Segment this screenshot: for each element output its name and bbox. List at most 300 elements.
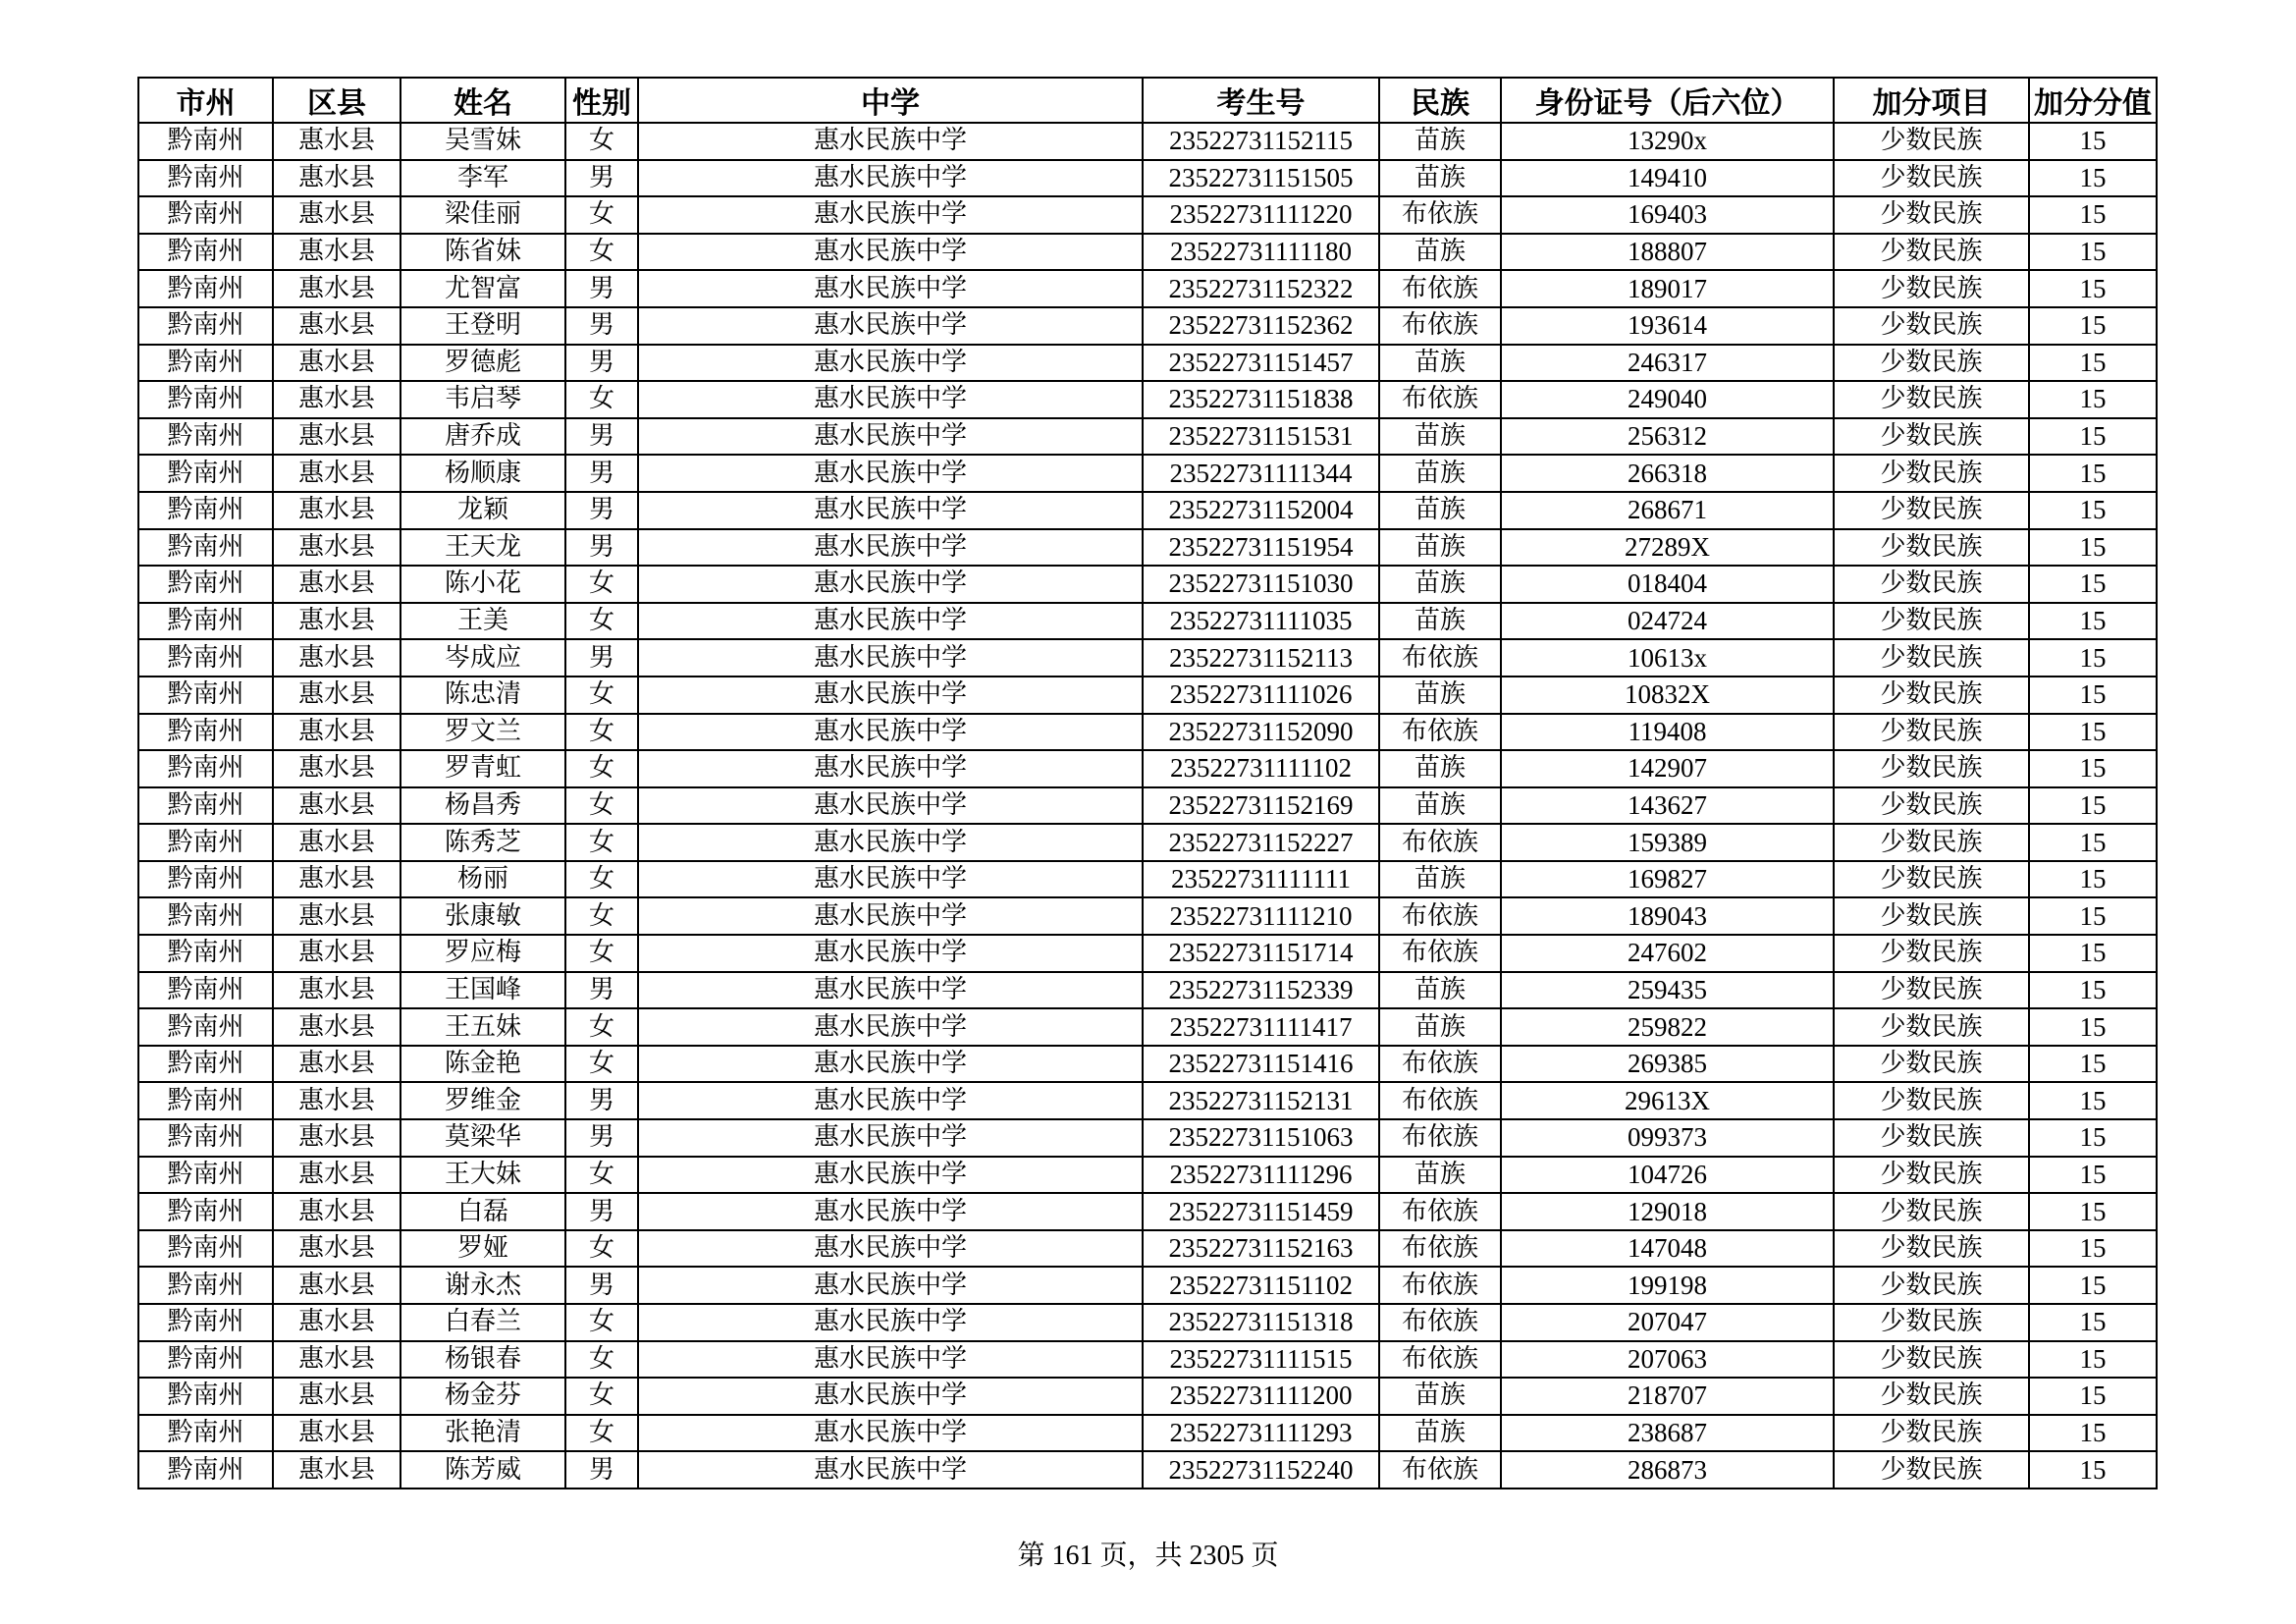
cell-bonus-value: 15: [2029, 418, 2157, 456]
cell-gender: 男: [565, 345, 638, 382]
cell-county: 惠水县: [273, 196, 400, 234]
cell-ethnicity: 苗族: [1379, 972, 1501, 1009]
cell-name: 杨顺康: [400, 455, 565, 492]
table-row: [138, 787, 2157, 825]
cell-school: 惠水民族中学: [638, 639, 1143, 677]
cell-city: 黔南州: [138, 972, 273, 1009]
cell-id-last-six: 149410: [1501, 160, 1834, 197]
cell-bonus-value: 15: [2029, 1378, 2157, 1415]
cell-city: 黔南州: [138, 123, 273, 160]
cell-bonus-value: 15: [2029, 1193, 2157, 1230]
cell-school: 惠水民族中学: [638, 345, 1143, 382]
cell-ethnicity: 苗族: [1379, 1415, 1501, 1452]
cell-county: 惠水县: [273, 1119, 400, 1157]
cell-bonus-item: 少数民族: [1834, 455, 2029, 492]
cell-bonus-item: 少数民族: [1834, 345, 2029, 382]
cell-county: 惠水县: [273, 972, 400, 1009]
cell-city: 黔南州: [138, 1119, 273, 1157]
table-row: [138, 824, 2157, 861]
table-row: [138, 270, 2157, 307]
cell-bonus-item: 少数民族: [1834, 1082, 2029, 1119]
table-row: [138, 1451, 2157, 1489]
cell-bonus-value: 15: [2029, 1008, 2157, 1046]
cell-bonus-item: 少数民族: [1834, 270, 2029, 307]
cell-exam-number: 23522731151102: [1143, 1267, 1379, 1304]
cell-gender: 男: [565, 455, 638, 492]
cell-id-last-six: 259822: [1501, 1008, 1834, 1046]
cell-ethnicity: 布依族: [1379, 639, 1501, 677]
cell-exam-number: 23522731111344: [1143, 455, 1379, 492]
cell-bonus-value: 15: [2029, 1304, 2157, 1341]
cell-ethnicity: 苗族: [1379, 603, 1501, 640]
cell-gender: 女: [565, 935, 638, 972]
table-row: [138, 897, 2157, 935]
cell-bonus-value: 15: [2029, 714, 2157, 751]
cell-exam-number: 23522731151030: [1143, 566, 1379, 603]
table-row: [138, 566, 2157, 603]
cell-city: 黔南州: [138, 824, 273, 861]
cell-id-last-six: 169403: [1501, 196, 1834, 234]
cell-county: 惠水县: [273, 1378, 400, 1415]
table-row: [138, 1341, 2157, 1379]
cell-gender: 女: [565, 1230, 638, 1268]
cell-school: 惠水民族中学: [638, 1157, 1143, 1194]
cell-city: 黔南州: [138, 677, 273, 714]
cell-name: 李军: [400, 160, 565, 197]
cell-gender: 男: [565, 1119, 638, 1157]
cell-ethnicity: 苗族: [1379, 787, 1501, 825]
cell-exam-number: 23522731152090: [1143, 714, 1379, 751]
cell-city: 黔南州: [138, 935, 273, 972]
cell-school: 惠水民族中学: [638, 603, 1143, 640]
table-row: [138, 1378, 2157, 1415]
cell-name: 张康敏: [400, 897, 565, 935]
cell-id-last-six: 259435: [1501, 972, 1834, 1009]
cell-county: 惠水县: [273, 455, 400, 492]
cell-bonus-value: 15: [2029, 381, 2157, 418]
cell-school: 惠水民族中学: [638, 1082, 1143, 1119]
cell-gender: 女: [565, 1304, 638, 1341]
cell-gender: 女: [565, 1008, 638, 1046]
cell-ethnicity: 苗族: [1379, 123, 1501, 160]
cell-ethnicity: 布依族: [1379, 1046, 1501, 1083]
cell-county: 惠水县: [273, 639, 400, 677]
header-id-last-six: 身份证号（后六位）: [1501, 78, 1834, 123]
header-bonus-value: 加分分值: [2029, 78, 2157, 123]
cell-county: 惠水县: [273, 160, 400, 197]
cell-school: 惠水民族中学: [638, 1119, 1143, 1157]
cell-id-last-six: 247602: [1501, 935, 1834, 972]
cell-id-last-six: 169827: [1501, 861, 1834, 898]
table-row: [138, 345, 2157, 382]
cell-bonus-item: 少数民族: [1834, 1341, 2029, 1379]
cell-school: 惠水民族中学: [638, 972, 1143, 1009]
cell-name: 罗青虹: [400, 750, 565, 787]
header-name: 姓名: [400, 78, 565, 123]
cell-ethnicity: 布依族: [1379, 1119, 1501, 1157]
cell-id-last-six: 143627: [1501, 787, 1834, 825]
cell-school: 惠水民族中学: [638, 566, 1143, 603]
cell-school: 惠水民族中学: [638, 1193, 1143, 1230]
table-row: [138, 234, 2157, 271]
cell-county: 惠水县: [273, 1157, 400, 1194]
cell-bonus-item: 少数民族: [1834, 1046, 2029, 1083]
cell-city: 黔南州: [138, 1304, 273, 1341]
cell-bonus-value: 15: [2029, 603, 2157, 640]
table-row: [138, 972, 2157, 1009]
cell-exam-number: 23522731151063: [1143, 1119, 1379, 1157]
cell-ethnicity: 布依族: [1379, 1341, 1501, 1379]
cell-city: 黔南州: [138, 1082, 273, 1119]
cell-city: 黔南州: [138, 1415, 273, 1452]
table-row: [138, 1157, 2157, 1194]
cell-bonus-value: 15: [2029, 123, 2157, 160]
cell-bonus-item: 少数民族: [1834, 307, 2029, 345]
table-row: [138, 418, 2157, 456]
cell-gender: 男: [565, 1267, 638, 1304]
cell-city: 黔南州: [138, 750, 273, 787]
cell-ethnicity: 布依族: [1379, 307, 1501, 345]
cell-exam-number: 23522731111026: [1143, 677, 1379, 714]
cell-gender: 女: [565, 897, 638, 935]
cell-ethnicity: 苗族: [1379, 529, 1501, 567]
table-row: [138, 123, 2157, 160]
cell-school: 惠水民族中学: [638, 935, 1143, 972]
header-bonus-item: 加分项目: [1834, 78, 2029, 123]
cell-bonus-item: 少数民族: [1834, 897, 2029, 935]
cell-bonus-value: 15: [2029, 345, 2157, 382]
cell-city: 黔南州: [138, 639, 273, 677]
table-body: [138, 123, 2157, 1489]
cell-ethnicity: 布依族: [1379, 270, 1501, 307]
cell-exam-number: 23522731151416: [1143, 1046, 1379, 1083]
table-row: [138, 381, 2157, 418]
bonus-points-table-container: [137, 77, 2156, 1489]
cell-city: 黔南州: [138, 455, 273, 492]
cell-school: 惠水民族中学: [638, 381, 1143, 418]
cell-ethnicity: 苗族: [1379, 1157, 1501, 1194]
cell-bonus-item: 少数民族: [1834, 1267, 2029, 1304]
cell-city: 黔南州: [138, 787, 273, 825]
header-city: 市州: [138, 78, 273, 123]
cell-exam-number: 23522731151954: [1143, 529, 1379, 567]
cell-city: 黔南州: [138, 160, 273, 197]
cell-school: 惠水民族中学: [638, 1341, 1143, 1379]
table-row: [138, 750, 2157, 787]
cell-county: 惠水县: [273, 234, 400, 271]
page-number-text: 第 161 页，共 2305 页: [1017, 1541, 1279, 1571]
cell-city: 黔南州: [138, 1193, 273, 1230]
cell-exam-number: 23522731111296: [1143, 1157, 1379, 1194]
cell-school: 惠水民族中学: [638, 1378, 1143, 1415]
header-ethnicity: 民族: [1379, 78, 1501, 123]
header-county: 区县: [273, 78, 400, 123]
table-row: [138, 935, 2157, 972]
cell-id-last-six: 27289X: [1501, 529, 1834, 567]
cell-bonus-value: 15: [2029, 1267, 2157, 1304]
table-row: [138, 492, 2157, 529]
cell-id-last-six: 159389: [1501, 824, 1834, 861]
cell-bonus-item: 少数民族: [1834, 1119, 2029, 1157]
table-row: [138, 196, 2157, 234]
cell-city: 黔南州: [138, 196, 273, 234]
table-row: [138, 1304, 2157, 1341]
cell-ethnicity: 苗族: [1379, 750, 1501, 787]
cell-bonus-value: 15: [2029, 861, 2157, 898]
cell-gender: 女: [565, 1415, 638, 1452]
cell-bonus-item: 少数民族: [1834, 123, 2029, 160]
cell-exam-number: 23522731111180: [1143, 234, 1379, 271]
cell-id-last-six: 189043: [1501, 897, 1834, 935]
header-gender: 性别: [565, 78, 638, 123]
cell-name: 罗文兰: [400, 714, 565, 751]
cell-city: 黔南州: [138, 529, 273, 567]
table-row: [138, 1046, 2157, 1083]
cell-county: 惠水县: [273, 935, 400, 972]
cell-city: 黔南州: [138, 418, 273, 456]
cell-county: 惠水县: [273, 1082, 400, 1119]
cell-city: 黔南州: [138, 492, 273, 529]
cell-county: 惠水县: [273, 824, 400, 861]
cell-bonus-value: 15: [2029, 455, 2157, 492]
cell-name: 龙颖: [400, 492, 565, 529]
cell-bonus-item: 少数民族: [1834, 1230, 2029, 1268]
cell-bonus-value: 15: [2029, 1451, 2157, 1489]
cell-county: 惠水县: [273, 603, 400, 640]
bonus-points-table: [137, 77, 2158, 1489]
cell-bonus-item: 少数民族: [1834, 1008, 2029, 1046]
cell-ethnicity: 布依族: [1379, 1451, 1501, 1489]
table-row: [138, 714, 2157, 751]
cell-exam-number: 23522731151505: [1143, 160, 1379, 197]
cell-county: 惠水县: [273, 861, 400, 898]
cell-exam-number: 23522731152339: [1143, 972, 1379, 1009]
cell-county: 惠水县: [273, 529, 400, 567]
table-row: [138, 1193, 2157, 1230]
cell-school: 惠水民族中学: [638, 529, 1143, 567]
cell-exam-number: 23522731151838: [1143, 381, 1379, 418]
cell-exam-number: 23522731151459: [1143, 1193, 1379, 1230]
cell-gender: 男: [565, 1193, 638, 1230]
cell-school: 惠水民族中学: [638, 160, 1143, 197]
cell-county: 惠水县: [273, 1230, 400, 1268]
cell-school: 惠水民族中学: [638, 307, 1143, 345]
cell-ethnicity: 苗族: [1379, 160, 1501, 197]
cell-ethnicity: 苗族: [1379, 1378, 1501, 1415]
table-row: [138, 1008, 2157, 1046]
cell-ethnicity: 苗族: [1379, 234, 1501, 271]
cell-exam-number: 23522731152163: [1143, 1230, 1379, 1268]
table-row: [138, 455, 2157, 492]
cell-ethnicity: 布依族: [1379, 1267, 1501, 1304]
cell-name: 岑成应: [400, 639, 565, 677]
cell-gender: 男: [565, 1451, 638, 1489]
cell-gender: 女: [565, 603, 638, 640]
cell-id-last-six: 199198: [1501, 1267, 1834, 1304]
cell-id-last-six: 147048: [1501, 1230, 1834, 1268]
cell-exam-number: 23522731111102: [1143, 750, 1379, 787]
cell-county: 惠水县: [273, 750, 400, 787]
cell-school: 惠水民族中学: [638, 1304, 1143, 1341]
cell-id-last-six: 099373: [1501, 1119, 1834, 1157]
cell-gender: 女: [565, 196, 638, 234]
cell-bonus-value: 15: [2029, 160, 2157, 197]
cell-county: 惠水县: [273, 1008, 400, 1046]
cell-city: 黔南州: [138, 307, 273, 345]
cell-bonus-value: 15: [2029, 897, 2157, 935]
cell-name: 王大妹: [400, 1157, 565, 1194]
cell-id-last-six: 018404: [1501, 566, 1834, 603]
cell-gender: 女: [565, 824, 638, 861]
cell-exam-number: 23522731151457: [1143, 345, 1379, 382]
cell-bonus-item: 少数民族: [1834, 1378, 2029, 1415]
cell-name: 韦启琴: [400, 381, 565, 418]
cell-school: 惠水民族中学: [638, 123, 1143, 160]
cell-id-last-six: 207063: [1501, 1341, 1834, 1379]
table-row: [138, 307, 2157, 345]
cell-bonus-value: 15: [2029, 677, 2157, 714]
cell-gender: 男: [565, 639, 638, 677]
cell-gender: 女: [565, 1157, 638, 1194]
cell-exam-number: 23522731152362: [1143, 307, 1379, 345]
cell-ethnicity: 布依族: [1379, 1082, 1501, 1119]
cell-school: 惠水民族中学: [638, 1451, 1143, 1489]
cell-bonus-value: 15: [2029, 1082, 2157, 1119]
cell-id-last-six: 193614: [1501, 307, 1834, 345]
cell-id-last-six: 218707: [1501, 1378, 1834, 1415]
cell-exam-number: 23522731111417: [1143, 1008, 1379, 1046]
cell-city: 黔南州: [138, 1451, 273, 1489]
cell-city: 黔南州: [138, 345, 273, 382]
cell-school: 惠水民族中学: [638, 1230, 1143, 1268]
cell-ethnicity: 苗族: [1379, 455, 1501, 492]
cell-name: 杨昌秀: [400, 787, 565, 825]
table-row: [138, 1082, 2157, 1119]
table-row: [138, 1415, 2157, 1452]
table-row: [138, 1230, 2157, 1268]
cell-ethnicity: 苗族: [1379, 492, 1501, 529]
cell-name: 罗德彪: [400, 345, 565, 382]
cell-name: 王五妹: [400, 1008, 565, 1046]
cell-ethnicity: 苗族: [1379, 1008, 1501, 1046]
cell-bonus-value: 15: [2029, 1230, 2157, 1268]
cell-gender: 男: [565, 307, 638, 345]
cell-school: 惠水民族中学: [638, 897, 1143, 935]
cell-county: 惠水县: [273, 677, 400, 714]
table-row: [138, 603, 2157, 640]
cell-county: 惠水县: [273, 1193, 400, 1230]
cell-id-last-six: 268671: [1501, 492, 1834, 529]
cell-city: 黔南州: [138, 381, 273, 418]
cell-exam-number: 23522731111210: [1143, 897, 1379, 935]
cell-county: 惠水县: [273, 381, 400, 418]
cell-name: 莫梁华: [400, 1119, 565, 1157]
cell-name: 罗娅: [400, 1230, 565, 1268]
cell-id-last-six: 104726: [1501, 1157, 1834, 1194]
cell-county: 惠水县: [273, 566, 400, 603]
cell-bonus-item: 少数民族: [1834, 824, 2029, 861]
cell-bonus-value: 15: [2029, 566, 2157, 603]
cell-exam-number: 23522731152004: [1143, 492, 1379, 529]
cell-id-last-six: 238687: [1501, 1415, 1834, 1452]
cell-ethnicity: 布依族: [1379, 824, 1501, 861]
cell-school: 惠水民族中学: [638, 677, 1143, 714]
cell-gender: 女: [565, 123, 638, 160]
cell-bonus-item: 少数民族: [1834, 935, 2029, 972]
cell-county: 惠水县: [273, 418, 400, 456]
cell-city: 黔南州: [138, 566, 273, 603]
cell-bonus-item: 少数民族: [1834, 1415, 2029, 1452]
cell-bonus-value: 15: [2029, 639, 2157, 677]
cell-exam-number: 23522731151531: [1143, 418, 1379, 456]
cell-county: 惠水县: [273, 1451, 400, 1489]
cell-name: 罗应梅: [400, 935, 565, 972]
cell-city: 黔南州: [138, 1230, 273, 1268]
cell-school: 惠水民族中学: [638, 1415, 1143, 1452]
cell-school: 惠水民族中学: [638, 492, 1143, 529]
table-row: [138, 861, 2157, 898]
cell-school: 惠水民族中学: [638, 455, 1143, 492]
cell-ethnicity: 布依族: [1379, 935, 1501, 972]
cell-bonus-item: 少数民族: [1834, 418, 2029, 456]
cell-county: 惠水县: [273, 897, 400, 935]
cell-county: 惠水县: [273, 123, 400, 160]
cell-bonus-item: 少数民族: [1834, 529, 2029, 567]
cell-county: 惠水县: [273, 1046, 400, 1083]
cell-gender: 女: [565, 714, 638, 751]
cell-bonus-value: 15: [2029, 1157, 2157, 1194]
cell-ethnicity: 布依族: [1379, 381, 1501, 418]
cell-gender: 男: [565, 529, 638, 567]
cell-name: 陈忠清: [400, 677, 565, 714]
cell-bonus-value: 15: [2029, 270, 2157, 307]
cell-exam-number: 23522731151318: [1143, 1304, 1379, 1341]
cell-bonus-value: 15: [2029, 750, 2157, 787]
cell-id-last-six: 189017: [1501, 270, 1834, 307]
cell-bonus-value: 15: [2029, 787, 2157, 825]
cell-id-last-six: 246317: [1501, 345, 1834, 382]
cell-school: 惠水民族中学: [638, 714, 1143, 751]
cell-school: 惠水民族中学: [638, 787, 1143, 825]
cell-gender: 男: [565, 1082, 638, 1119]
cell-bonus-item: 少数民族: [1834, 196, 2029, 234]
cell-gender: 女: [565, 1046, 638, 1083]
cell-name: 白春兰: [400, 1304, 565, 1341]
cell-name: 王登明: [400, 307, 565, 345]
cell-gender: 女: [565, 787, 638, 825]
cell-ethnicity: 苗族: [1379, 566, 1501, 603]
cell-id-last-six: 119408: [1501, 714, 1834, 751]
cell-id-last-six: 142907: [1501, 750, 1834, 787]
cell-ethnicity: 苗族: [1379, 345, 1501, 382]
cell-exam-number: 23522731111220: [1143, 196, 1379, 234]
cell-gender: 男: [565, 160, 638, 197]
cell-name: 杨金芬: [400, 1378, 565, 1415]
cell-name: 陈省妹: [400, 234, 565, 271]
cell-exam-number: 23522731151714: [1143, 935, 1379, 972]
cell-bonus-value: 15: [2029, 492, 2157, 529]
cell-school: 惠水民族中学: [638, 418, 1143, 456]
cell-exam-number: 23522731152115: [1143, 123, 1379, 160]
cell-name: 张艳清: [400, 1415, 565, 1452]
cell-name: 唐乔成: [400, 418, 565, 456]
cell-ethnicity: 布依族: [1379, 1230, 1501, 1268]
cell-name: 陈小花: [400, 566, 565, 603]
cell-bonus-item: 少数民族: [1834, 160, 2029, 197]
cell-county: 惠水县: [273, 492, 400, 529]
cell-bonus-item: 少数民族: [1834, 639, 2029, 677]
cell-name: 杨银春: [400, 1341, 565, 1379]
